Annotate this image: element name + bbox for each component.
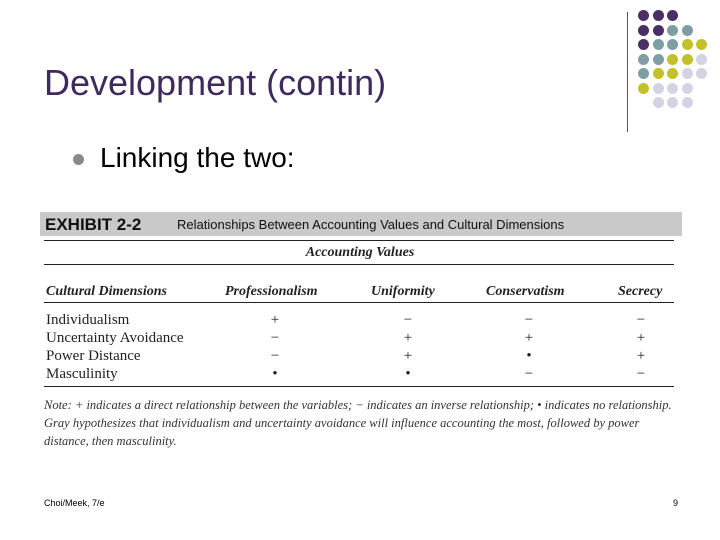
decorative-dot [696, 39, 707, 50]
row-label: Power Distance [46, 348, 141, 364]
decorative-dot [682, 25, 693, 36]
group-header-rule [44, 264, 674, 265]
decorative-dot [653, 54, 664, 65]
title-divider-line [627, 12, 628, 132]
row-label: Individualism [46, 312, 130, 328]
col-header-professionalism: Professionalism [225, 284, 318, 299]
page-number: 9 [672, 498, 678, 508]
row-label: Uncertainty Avoidance [46, 330, 184, 346]
footer-source: Choi/Meek, 7/e [44, 498, 105, 508]
exhibit-label: EXHIBIT 2-2 [45, 215, 142, 234]
column-header-rule [44, 302, 674, 303]
decorative-dot [667, 68, 678, 79]
table-cell: − [524, 366, 534, 382]
col-header-secrecy: Secrecy [618, 284, 663, 299]
decorative-dot [667, 83, 678, 94]
decorative-dot [667, 10, 678, 21]
slide-title: Development (contin) [44, 62, 387, 103]
table-cell: • [405, 366, 411, 382]
decorative-dot [638, 68, 649, 79]
table-cell: + [636, 348, 646, 364]
decorative-dot [667, 25, 678, 36]
table-cell: + [270, 312, 280, 328]
decorative-dot [682, 97, 693, 108]
table-cell: − [270, 330, 280, 346]
decorative-dot [667, 54, 678, 65]
bullet-dot-icon [73, 154, 84, 165]
decorative-dot [638, 83, 649, 94]
decorative-dot [653, 25, 664, 36]
exhibit-title: Relationships Between Accounting Values and Cultural Dimensions [177, 217, 565, 232]
decorative-dot [682, 54, 693, 65]
decorative-dot [653, 10, 664, 21]
decorative-dot [667, 97, 678, 108]
col-header-uniformity: Uniformity [371, 284, 435, 299]
decorative-dot [696, 68, 707, 79]
decorative-dot [653, 83, 664, 94]
decorative-dot [667, 39, 678, 50]
table-cell: + [403, 348, 413, 364]
table-cell: + [403, 330, 413, 346]
table-cell: − [636, 366, 646, 382]
decorative-dot [682, 68, 693, 79]
accounting-values-header: Accounting Values [305, 245, 415, 260]
decorative-dot [653, 68, 664, 79]
decorative-dot [682, 39, 693, 50]
decorative-dot [696, 54, 707, 65]
table-cell: + [524, 330, 534, 346]
table-cell: + [636, 330, 646, 346]
table-cell: • [526, 348, 532, 364]
decorative-dot [638, 25, 649, 36]
col-header-conservatism: Conservatism [486, 284, 565, 299]
row-label: Masculinity [46, 366, 118, 382]
decorative-dot [638, 54, 649, 65]
decorative-dot [638, 39, 649, 50]
table-cell: − [636, 312, 646, 328]
decorative-dot [682, 83, 693, 94]
col-header-cultural-dimensions: Cultural Dimensions [46, 284, 167, 299]
exhibit-header-bar [40, 212, 682, 236]
decorative-dot [653, 39, 664, 50]
table-cell: − [403, 312, 413, 328]
table-bottom-rule [44, 386, 674, 387]
decorative-dot [653, 97, 664, 108]
bullet-text: Linking the two: [100, 142, 295, 173]
table-cell: • [272, 366, 278, 382]
exhibit-note: Note: + indicates a direct relationship between the variables; − indicates an inverse relationship; • indicates no relationship. Gray hypothesizes that individualism and uncertainty avoidance will influence accounting the most, followed by power distance, then masculinity. [44, 398, 672, 448]
decorative-dot [638, 10, 649, 21]
table-cell: − [524, 312, 534, 328]
table-cell: − [270, 348, 280, 364]
table-top-rule [44, 240, 674, 241]
